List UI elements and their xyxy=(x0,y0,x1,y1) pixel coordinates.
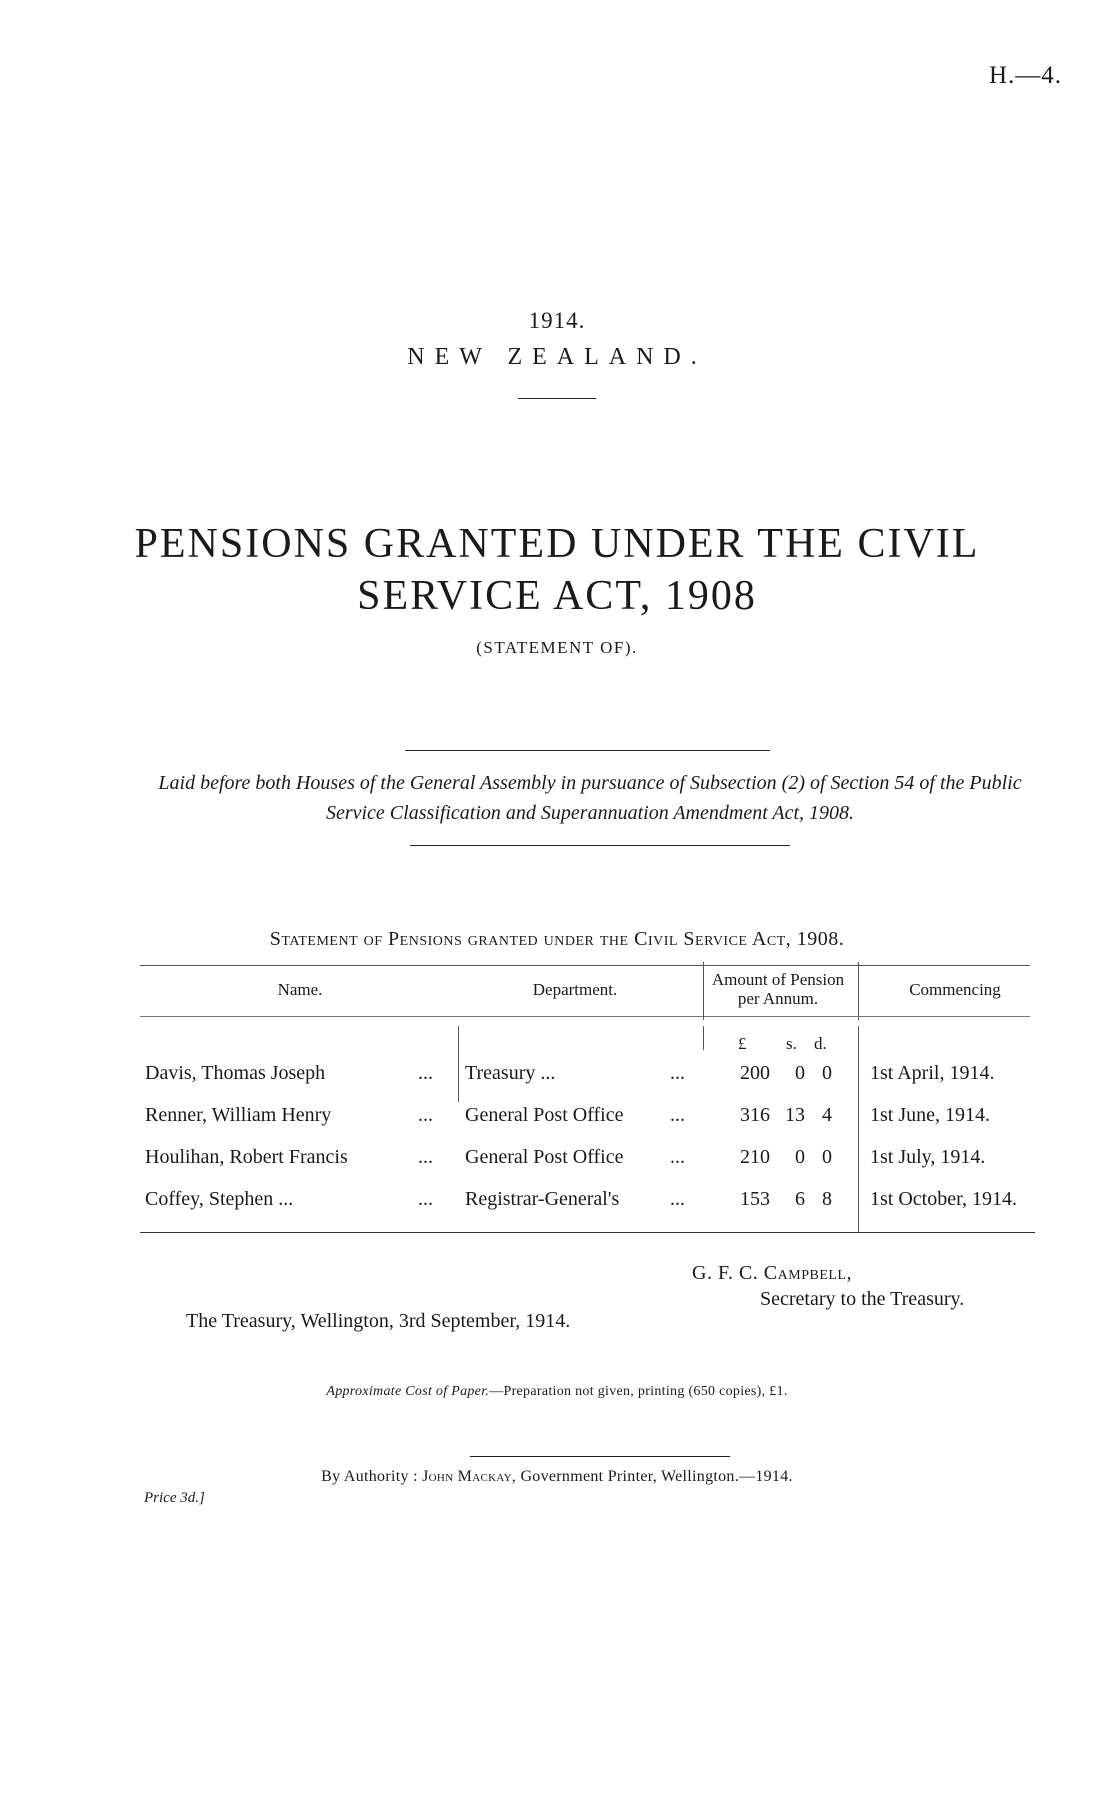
page-title-line1: PENSIONS GRANTED UNDER THE CIVIL xyxy=(134,521,980,567)
divider xyxy=(410,845,790,846)
printer-suffix: Government Printer, Wellington.—1914. xyxy=(520,1468,793,1485)
column-header-commencing: Commencing xyxy=(909,980,1001,999)
table-row xyxy=(0,1146,1114,1186)
cell-shillings: 0 xyxy=(795,1062,805,1084)
column-header-amount-line2: per Annum. xyxy=(737,989,819,1008)
cell-name: Coffey, Stephen ... xyxy=(145,1188,294,1210)
cell-name: Renner, William Henry xyxy=(145,1104,332,1126)
signatory-title: Secretary to the Treasury. xyxy=(760,1288,965,1310)
divider xyxy=(405,750,770,751)
statement-title: Statement of Pensions granted under the Civil Service Act, 1908. xyxy=(269,928,845,950)
column-divider xyxy=(858,962,859,1020)
cell-commencing: 1st June, 1914. xyxy=(870,1104,990,1126)
cell-pence: 4 xyxy=(822,1104,832,1126)
table-bottom-rule xyxy=(140,1232,1035,1233)
cell-pence: 0 xyxy=(822,1146,832,1168)
cell-department: Treasury ... xyxy=(465,1062,556,1084)
cost-note-text: —Preparation not given, printing (650 copies), £1. xyxy=(489,1384,788,1399)
cell-department: General Post Office xyxy=(465,1146,624,1168)
unit-pounds: £ xyxy=(738,1034,747,1053)
cost-note xyxy=(0,1384,1114,1400)
unit-pence: d. xyxy=(814,1034,827,1053)
column-header-amount-line1: Amount of Pension xyxy=(711,970,845,989)
column-header-department: Department. xyxy=(532,980,618,999)
leader-dots: ... xyxy=(670,1146,685,1168)
printer-prefix: By Authority : xyxy=(321,1468,418,1485)
cell-shillings: 13 xyxy=(785,1104,805,1126)
column-header-name: Name. xyxy=(277,980,323,999)
divider xyxy=(518,398,596,399)
country: NEW ZEALAND. xyxy=(407,344,707,370)
column-divider xyxy=(703,1026,704,1050)
table-top-rule xyxy=(140,965,1030,966)
cell-commencing: 1st October, 1914. xyxy=(870,1188,1017,1210)
page-subtitle: (STATEMENT OF). xyxy=(476,638,638,657)
cell-pounds: 200 xyxy=(740,1062,770,1084)
leader-dots: ... xyxy=(418,1188,433,1210)
signatory-name-text: G. F. C. Campbell, xyxy=(692,1262,852,1284)
cell-name: Houlihan, Robert Francis xyxy=(145,1146,348,1168)
cell-pence: 0 xyxy=(822,1062,832,1084)
column-header-amount xyxy=(698,970,858,1008)
table-row xyxy=(0,1104,1114,1144)
cell-name: Davis, Thomas Joseph xyxy=(145,1062,326,1084)
leader-dots: ... xyxy=(418,1104,433,1126)
cell-shillings: 0 xyxy=(795,1146,805,1168)
cell-pounds: 153 xyxy=(740,1188,770,1210)
leader-dots: ... xyxy=(418,1146,433,1168)
table-header-rule xyxy=(140,1016,1030,1017)
unit-shillings: s. xyxy=(786,1034,797,1053)
column-divider xyxy=(703,962,704,1020)
price: Price 3d.] xyxy=(144,1490,205,1506)
cell-pounds: 210 xyxy=(740,1146,770,1168)
table-row xyxy=(0,1188,1114,1228)
table-row xyxy=(0,1062,1114,1102)
cell-department: Registrar-General's xyxy=(465,1188,620,1210)
leader-dots: ... xyxy=(670,1188,685,1210)
laid-before-text: Laid before both Houses of the General Assembly in pursuance of Subsection (2) of Section 54 of the Public Service Classification and Superannuation Amendment Act, 1908. xyxy=(158,772,1022,824)
paper-number: H.—4. xyxy=(988,62,1062,89)
cell-shillings: 6 xyxy=(795,1188,805,1210)
year: 1914. xyxy=(528,308,586,333)
cell-department: General Post Office xyxy=(465,1104,624,1126)
divider xyxy=(470,1456,730,1457)
printer-imprint xyxy=(0,1468,1114,1486)
place-date: The Treasury, Wellington, 3rd September, 1914. xyxy=(186,1310,571,1332)
printer-name: John Mackay, xyxy=(422,1468,517,1485)
leader-dots: ... xyxy=(670,1062,685,1084)
cell-commencing: 1st April, 1914. xyxy=(870,1062,995,1084)
cell-pounds: 316 xyxy=(740,1104,770,1126)
leader-dots: ... xyxy=(418,1062,433,1084)
signatory-name xyxy=(692,1262,852,1285)
cell-pence: 8 xyxy=(822,1188,832,1210)
cell-commencing: 1st July, 1914. xyxy=(870,1146,986,1168)
page-title-line2: SERVICE ACT, 1908 xyxy=(357,573,757,619)
cost-note-label: Approximate Cost of Paper. xyxy=(326,1384,490,1399)
leader-dots: ... xyxy=(670,1104,685,1126)
